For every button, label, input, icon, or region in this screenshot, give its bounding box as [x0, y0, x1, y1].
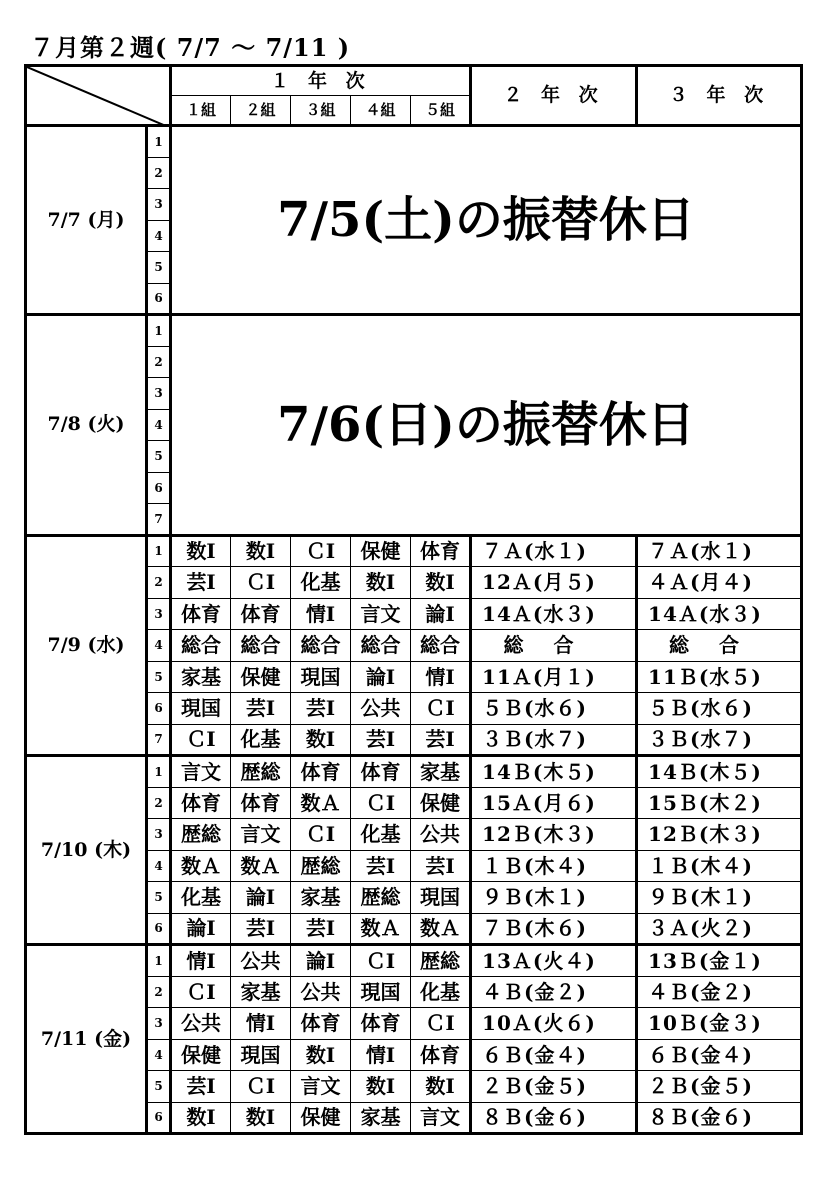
table-row [26, 315, 802, 347]
grade1-class1-subject: 情Ⅰ [171, 945, 231, 977]
grade1-class2-subject: 体育 [231, 598, 291, 630]
diagonal-line [27, 67, 171, 126]
grade1-class5-subject: 情Ⅰ [411, 661, 471, 693]
grade1-class3-subject: 体育 [291, 756, 351, 788]
period-number: 3 [147, 819, 171, 851]
header-class-5: ５組 [411, 96, 471, 126]
grade2-cell: ２Ｂ(金５) [471, 1071, 637, 1103]
grade1-class1-subject: 言文 [171, 756, 231, 788]
period-number: 1 [147, 945, 171, 977]
grade1-class2-subject: 数Ⅰ [231, 535, 291, 567]
grade1-class4-subject: 総合 [351, 630, 411, 662]
grade3-cell: ５Ｂ(水６) [637, 693, 802, 725]
grade1-class4-subject: 芸Ⅰ [351, 724, 411, 756]
period-number: 5 [147, 252, 171, 284]
grade2-cell: ５Ｂ(水６) [471, 693, 637, 725]
grade1-class3-subject: ＣⅠ [291, 535, 351, 567]
grade1-class1-subject: ＣⅠ [171, 976, 231, 1008]
grade1-class3-subject: 歴総 [291, 850, 351, 882]
period-number: 3 [147, 378, 171, 410]
grade2-cell: ７Ａ(水１) [471, 535, 637, 567]
grade1-class3-subject: 言文 [291, 1071, 351, 1103]
grade1-class1-subject: 体育 [171, 598, 231, 630]
grade1-class1-subject: 芸Ⅰ [171, 1071, 231, 1103]
grade1-class2-subject: 家基 [231, 976, 291, 1008]
grade1-class3-subject: 数Ⅰ [291, 1039, 351, 1071]
table-row [26, 945, 802, 977]
grade1-class2-subject: 現国 [231, 1039, 291, 1071]
grade1-class5-subject: 体育 [411, 535, 471, 567]
period-number: 6 [147, 693, 171, 725]
grade2-cell: １Ｂ(木４) [471, 850, 637, 882]
grade3-cell: 10Ｂ(金３) [637, 1008, 802, 1040]
period-number: 4 [147, 1039, 171, 1071]
grade1-class1-subject: 体育 [171, 787, 231, 819]
grade1-class2-subject: 公共 [231, 945, 291, 977]
grade3-cell: 14Ｂ(木５) [637, 756, 802, 788]
grade1-class4-subject: 保健 [351, 535, 411, 567]
holiday-notice: 7/6(日)の振替休日 [171, 315, 802, 536]
grade1-class3-subject: 保健 [291, 1102, 351, 1134]
grade3-cell: 11Ｂ(水５) [637, 661, 802, 693]
day-date: 7/9 (水) [26, 535, 147, 756]
grade1-class2-subject: 歴総 [231, 756, 291, 788]
grade2-cell: 11Ａ(月１) [471, 661, 637, 693]
period-number: 4 [147, 630, 171, 662]
grade3-cell: 12Ｂ(木３) [637, 819, 802, 851]
period-number: 7 [147, 724, 171, 756]
header-class-2: ２組 [231, 96, 291, 126]
grade1-class1-subject: 数Ⅰ [171, 1102, 231, 1134]
grade1-class4-subject: 体育 [351, 756, 411, 788]
period-number: 1 [147, 126, 171, 158]
grade3-cell: ３Ｂ(水７) [637, 724, 802, 756]
grade2-cell: 総合 [471, 630, 637, 662]
grade3-cell: 15Ｂ(木２) [637, 787, 802, 819]
grade2-cell: 15Ａ(月６) [471, 787, 637, 819]
grade2-cell: 14Ａ(水３) [471, 598, 637, 630]
grade1-class5-subject: 言文 [411, 1102, 471, 1134]
grade1-class4-subject: ＣⅠ [351, 945, 411, 977]
grade1-class4-subject: ＣⅠ [351, 787, 411, 819]
timetable [24, 64, 803, 1135]
header-grade1: １ 年 次 [171, 66, 471, 96]
period-number: 5 [147, 1071, 171, 1103]
period-number: 5 [147, 882, 171, 914]
grade2-cell: 14Ｂ(木５) [471, 756, 637, 788]
grade1-class4-subject: 化基 [351, 819, 411, 851]
period-number: 6 [147, 913, 171, 945]
grade1-class4-subject: 言文 [351, 598, 411, 630]
grade1-class5-subject: 体育 [411, 1039, 471, 1071]
period-number: 2 [147, 567, 171, 599]
grade3-cell: ３Ａ(火２) [637, 913, 802, 945]
period-number: 5 [147, 661, 171, 693]
grade1-class2-subject: 芸Ⅰ [231, 693, 291, 725]
table-row [26, 126, 802, 158]
period-number: 2 [147, 157, 171, 189]
grade1-class1-subject: 現国 [171, 693, 231, 725]
period-number: 3 [147, 189, 171, 221]
period-number: 2 [147, 976, 171, 1008]
grade2-cell: 12Ａ(月５) [471, 567, 637, 599]
period-number: 1 [147, 756, 171, 788]
grade3-cell: ４Ａ(月４) [637, 567, 802, 599]
grade1-class3-subject: 公共 [291, 976, 351, 1008]
grade1-class5-subject: 数Ａ [411, 913, 471, 945]
grade1-class1-subject: 歴総 [171, 819, 231, 851]
grade1-class5-subject: ＣⅠ [411, 1008, 471, 1040]
header-grade2: ２ 年 次 [471, 66, 637, 126]
grade2-cell: ３Ｂ(水７) [471, 724, 637, 756]
grade2-cell: ９Ｂ(木１) [471, 882, 637, 914]
grade1-class3-subject: 論Ⅰ [291, 945, 351, 977]
grade1-class2-subject: 体育 [231, 787, 291, 819]
page-title: ７月第２週( 7/7 ～ 7/11 ) [30, 33, 351, 62]
period-number: 1 [147, 315, 171, 347]
day-date: 7/10 (木) [26, 756, 147, 945]
grade1-class2-subject: 情Ⅰ [231, 1008, 291, 1040]
day-date: 7/11 (金) [26, 945, 147, 1134]
grade1-class1-subject: 芸Ⅰ [171, 567, 231, 599]
grade1-class1-subject: 数Ａ [171, 850, 231, 882]
grade1-class3-subject: 芸Ⅰ [291, 693, 351, 725]
grade1-class2-subject: ＣⅠ [231, 1071, 291, 1103]
grade2-cell: 13Ａ(火４) [471, 945, 637, 977]
grade1-class4-subject: 論Ⅰ [351, 661, 411, 693]
grade1-class3-subject: 家基 [291, 882, 351, 914]
grade1-class5-subject: 化基 [411, 976, 471, 1008]
grade1-class4-subject: 体育 [351, 1008, 411, 1040]
period-number: 3 [147, 1008, 171, 1040]
grade1-class1-subject: 数Ⅰ [171, 535, 231, 567]
grade3-cell: 13Ｂ(金１) [637, 945, 802, 977]
grade1-class4-subject: 情Ⅰ [351, 1039, 411, 1071]
grade1-class2-subject: 保健 [231, 661, 291, 693]
grade1-class2-subject: 数Ⅰ [231, 1102, 291, 1134]
grade3-cell: ２Ｂ(金５) [637, 1071, 802, 1103]
grade1-class1-subject: ＣⅠ [171, 724, 231, 756]
grade3-cell: ８Ｂ(金６) [637, 1102, 802, 1134]
grade3-cell: ４Ｂ(金２) [637, 976, 802, 1008]
header-corner [26, 66, 171, 126]
header-class-1: １組 [171, 96, 231, 126]
grade1-class1-subject: 総合 [171, 630, 231, 662]
grade1-class2-subject: 数Ａ [231, 850, 291, 882]
grade1-class3-subject: 総合 [291, 630, 351, 662]
period-number: 6 [147, 472, 171, 504]
grade3-cell: ９Ｂ(木１) [637, 882, 802, 914]
grade1-class5-subject: 保健 [411, 787, 471, 819]
grade1-class4-subject: 歴総 [351, 882, 411, 914]
grade3-cell: １Ｂ(木４) [637, 850, 802, 882]
grade1-class1-subject: 家基 [171, 661, 231, 693]
day-date: 7/7 (月) [26, 126, 147, 315]
grade1-class3-subject: 芸Ⅰ [291, 913, 351, 945]
period-number: 5 [147, 441, 171, 473]
grade1-class5-subject: 歴総 [411, 945, 471, 977]
grade2-cell: ７Ｂ(木６) [471, 913, 637, 945]
grade1-class4-subject: 家基 [351, 1102, 411, 1134]
grade1-class5-subject: 数Ⅰ [411, 567, 471, 599]
grade3-cell: ６Ｂ(金４) [637, 1039, 802, 1071]
grade1-class4-subject: 芸Ⅰ [351, 850, 411, 882]
table-row [26, 756, 802, 788]
period-number: 7 [147, 504, 171, 536]
grade1-class4-subject: 数Ⅰ [351, 1071, 411, 1103]
header-class-3: ３組 [291, 96, 351, 126]
header-grade3: ３ 年 次 [637, 66, 802, 126]
grade1-class5-subject: 総合 [411, 630, 471, 662]
period-number: 4 [147, 409, 171, 441]
grade3-cell: 14Ａ(水３) [637, 598, 802, 630]
header-class-4: ４組 [351, 96, 411, 126]
grade1-class1-subject: 公共 [171, 1008, 231, 1040]
grade1-class3-subject: 体育 [291, 1008, 351, 1040]
holiday-notice: 7/5(土)の振替休日 [171, 126, 802, 315]
period-number: 6 [147, 1102, 171, 1134]
grade2-cell: ４Ｂ(金２) [471, 976, 637, 1008]
grade2-cell: ６Ｂ(金４) [471, 1039, 637, 1071]
grade1-class5-subject: 芸Ⅰ [411, 850, 471, 882]
grade1-class2-subject: ＣⅠ [231, 567, 291, 599]
grade1-class1-subject: 化基 [171, 882, 231, 914]
period-number: 4 [147, 220, 171, 252]
period-number: 6 [147, 283, 171, 315]
grade1-class3-subject: 数Ⅰ [291, 724, 351, 756]
period-number: 4 [147, 850, 171, 882]
grade1-class5-subject: 現国 [411, 882, 471, 914]
grade3-cell: 総合 [637, 630, 802, 662]
grade2-cell: 12Ｂ(木３) [471, 819, 637, 851]
grade1-class5-subject: 公共 [411, 819, 471, 851]
grade1-class4-subject: 数Ⅰ [351, 567, 411, 599]
period-number: 3 [147, 598, 171, 630]
grade1-class5-subject: 論Ⅰ [411, 598, 471, 630]
grade1-class1-subject: 保健 [171, 1039, 231, 1071]
grade1-class5-subject: 芸Ⅰ [411, 724, 471, 756]
grade1-class4-subject: 数Ａ [351, 913, 411, 945]
table-row [26, 535, 802, 567]
grade1-class2-subject: 化基 [231, 724, 291, 756]
grade2-cell: 10Ａ(火６) [471, 1008, 637, 1040]
period-number: 1 [147, 535, 171, 567]
grade1-class3-subject: 情Ⅰ [291, 598, 351, 630]
grade1-class3-subject: 数Ａ [291, 787, 351, 819]
grade1-class5-subject: 数Ⅰ [411, 1071, 471, 1103]
grade1-class2-subject: 総合 [231, 630, 291, 662]
period-number: 2 [147, 787, 171, 819]
grade1-class3-subject: 現国 [291, 661, 351, 693]
grade1-class5-subject: ＣⅠ [411, 693, 471, 725]
grade1-class4-subject: 公共 [351, 693, 411, 725]
day-date: 7/8 (火) [26, 315, 147, 536]
grade1-class2-subject: 論Ⅰ [231, 882, 291, 914]
grade2-cell: ８Ｂ(金６) [471, 1102, 637, 1134]
grade1-class3-subject: 化基 [291, 567, 351, 599]
grade1-class2-subject: 言文 [231, 819, 291, 851]
grade1-class5-subject: 家基 [411, 756, 471, 788]
grade1-class4-subject: 現国 [351, 976, 411, 1008]
grade1-class2-subject: 芸Ⅰ [231, 913, 291, 945]
period-number: 2 [147, 346, 171, 378]
grade3-cell: ７Ａ(水１) [637, 535, 802, 567]
grade1-class1-subject: 論Ⅰ [171, 913, 231, 945]
grade1-class3-subject: ＣⅠ [291, 819, 351, 851]
